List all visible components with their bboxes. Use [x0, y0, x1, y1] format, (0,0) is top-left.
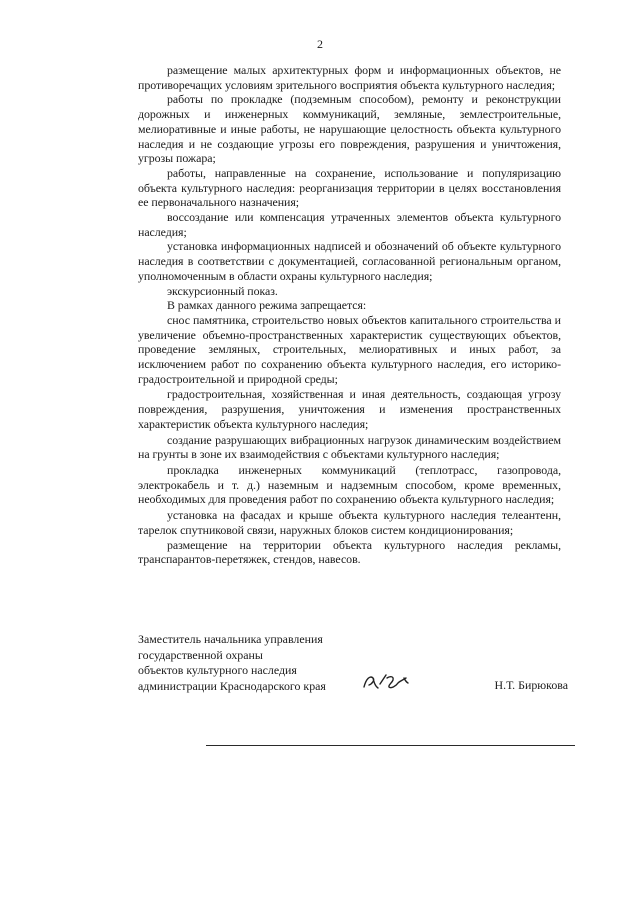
paragraph-prohibitions-heading: В рамках данного режима запрещается: [167, 298, 367, 313]
paragraph-utility-laying: прокладка инженерных коммуникаций (теплотрасс, газопровода, электрокабель и т. д.) наземным и надземным способом, кроме временных, необходимых для проведения работ по сохранению объекта культурного наследия; [138, 462, 561, 507]
paragraph-urban-activity: градостроительная, хозяйственная и иная деятельность, создающая угрозу повреждения, разрушения, уничтожения и изменения пространственных характеристик объекта культурного наследия; [138, 387, 561, 431]
paragraph-small-architectural-forms: размещение малых архитектурных форм и информационных объектов, не противоречащих условиям зрительного восприятия объекта культурного наследия; [138, 63, 561, 92]
signer-title-line: Заместитель начальника управления [138, 632, 323, 646]
footer-rule [206, 745, 575, 746]
page-number: 2 [317, 37, 323, 51]
paragraph-utility-works: работы по прокладке (подземным способом), ремонту и реконструкции дорожных и инженерных коммуникаций, земляные, землестроительные, мелиоративные и иные работы, не нарушающие целостность объекта культурного наследия и не создающие угрозы его повреждения, разрушения и уничтожения, угрозы пожара; [138, 92, 561, 166]
paragraph-reconstruction: воссоздание или компенсация утраченных элементов объекта культурного наследия; [138, 210, 561, 239]
paragraph-preservation-works: работы, направленные на сохранение, использование и популяризацию объекта культурного наследия: реорганизация территории в целях восстановления ее первоначального назначения; [138, 165, 561, 210]
paragraph-facade-installations: установка на фасадах и крыше объекта культурного наследия телеантенн, тарелок спутниковой связи, наружных блоков систем кондиционирования; [138, 508, 561, 537]
signer-title-line: объектов культурного наследия [138, 663, 297, 677]
signer-title-line: администрации Краснодарского края [138, 678, 326, 693]
signer-title [138, 632, 358, 694]
handwritten-signature [360, 669, 424, 693]
paragraph-advertising: размещение на территории объекта культурного наследия рекламы, транспарантов-перетяжек, стендов, навесов. [138, 537, 561, 567]
signature-block [138, 632, 568, 696]
document-body [138, 63, 561, 567]
paragraph-information-signs: установка информационных надписей и обозначений об объекте культурного наследия в соответствии с документацией, согласованной региональным органом, уполномоченным в области охраны культурного наследия; [138, 239, 561, 283]
paragraph-excursion: экскурсионный показ. [167, 283, 278, 298]
paragraph-demolition: снос памятника, строительство новых объектов капитального строительства и увеличение объемно-пространственных характеристик существующих объектов, проведение земляных, строительных, мелиоративных и иных работ, за исключением работ по сохранению объекта культурного наследия, его историко-градостроительной и природной среды; [138, 312, 561, 386]
paragraph-vibration-loads: создание разрушающих вибрационных нагрузок динамическим воздействием на грунты в зоне их взаимодействия с объектами культурного наследия; [138, 432, 561, 462]
signer-title-line: государственной охраны [138, 647, 263, 662]
signer-name: Н.Т. Бирюкова [494, 677, 568, 692]
